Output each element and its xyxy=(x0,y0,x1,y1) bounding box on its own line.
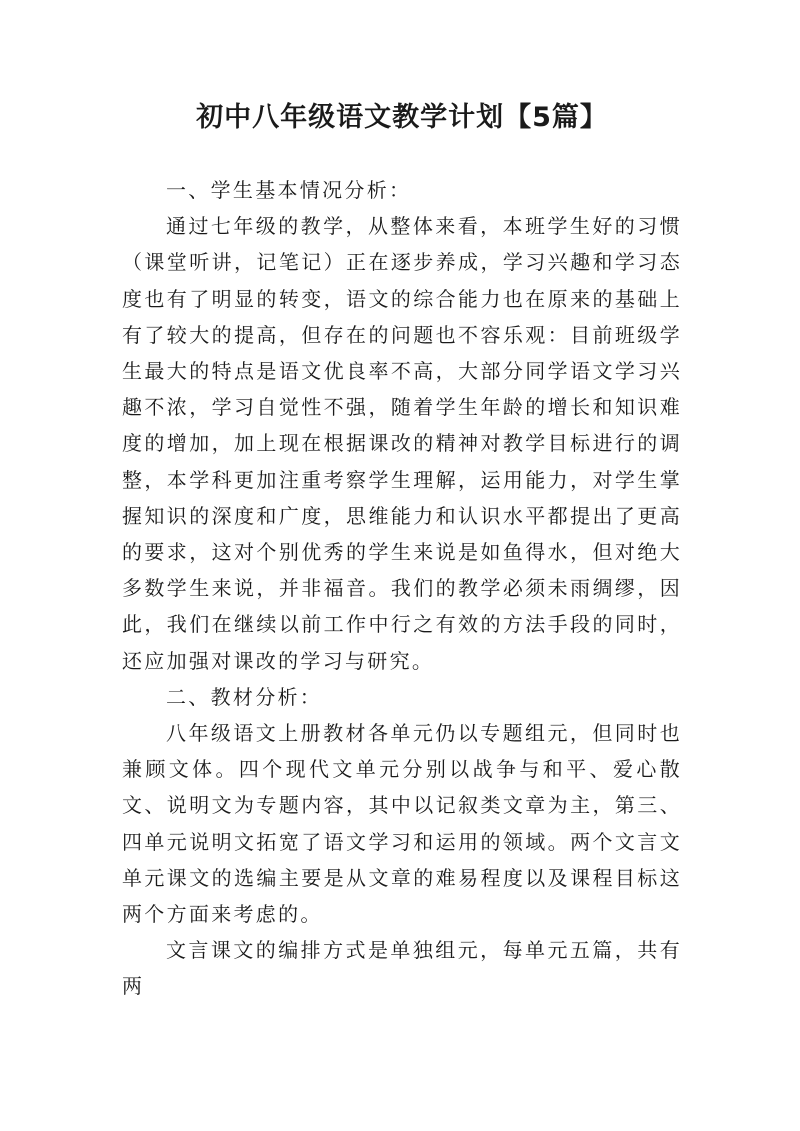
paragraph-student-analysis: 通过七年级的教学，从整体来看，本班学生好的习惯（课堂听讲，记笔记）正在逐步养成，学习兴趣和学习态度也有了明显的转变，语文的综合能力也在原来的基础上有了较大的提高，但存在的问题也不容乐观：目前班级学生最大的特点是语文优良率不高，大部分同学语文学习兴趣不浓，学习自觉性不强，随着学生年龄的增长和知识难度的增加，加上现在根据课改的精神对教学目标进行的调整，本学科更加注重考察学生理解，运用能力，对学生掌握知识的深度和广度，思维能力和认识水平都提出了更高的要求，这对个别优秀的学生来说是如鱼得水，但对绝大多数学生来说，并非福音。我们的教学必须未雨绸缪，因此，我们在继续以前工作中行之有效的方法手段的同时，还应加强对课改的学习与研究。 xyxy=(122,214,682,673)
document-title: 初中八年级语文教学计划【5篇】 xyxy=(196,102,608,133)
paragraph-classical-texts: 文言课文的编排方式是单独组元，每单元五篇，共有两 xyxy=(122,938,682,999)
section-heading-textbook-analysis: 二、教材分析： xyxy=(166,684,323,709)
paragraph-textbook-analysis: 八年级语文上册教材各单元仍以专题组元，但同时也兼顾文体。四个现代文单元分别以战争与和平、爱心散文、说明文为专题内容，其中以记叙类文章为主，第三、四单元说明文拓宽了语文学习和运用的领域。两个文言文单元课文的选编主要是从文章的难易程度以及课程目标这两个方面来考虑的。 xyxy=(122,721,682,927)
document-body xyxy=(122,172,682,1005)
section-heading-student-analysis: 一、学生基本情况分析： xyxy=(166,178,412,202)
